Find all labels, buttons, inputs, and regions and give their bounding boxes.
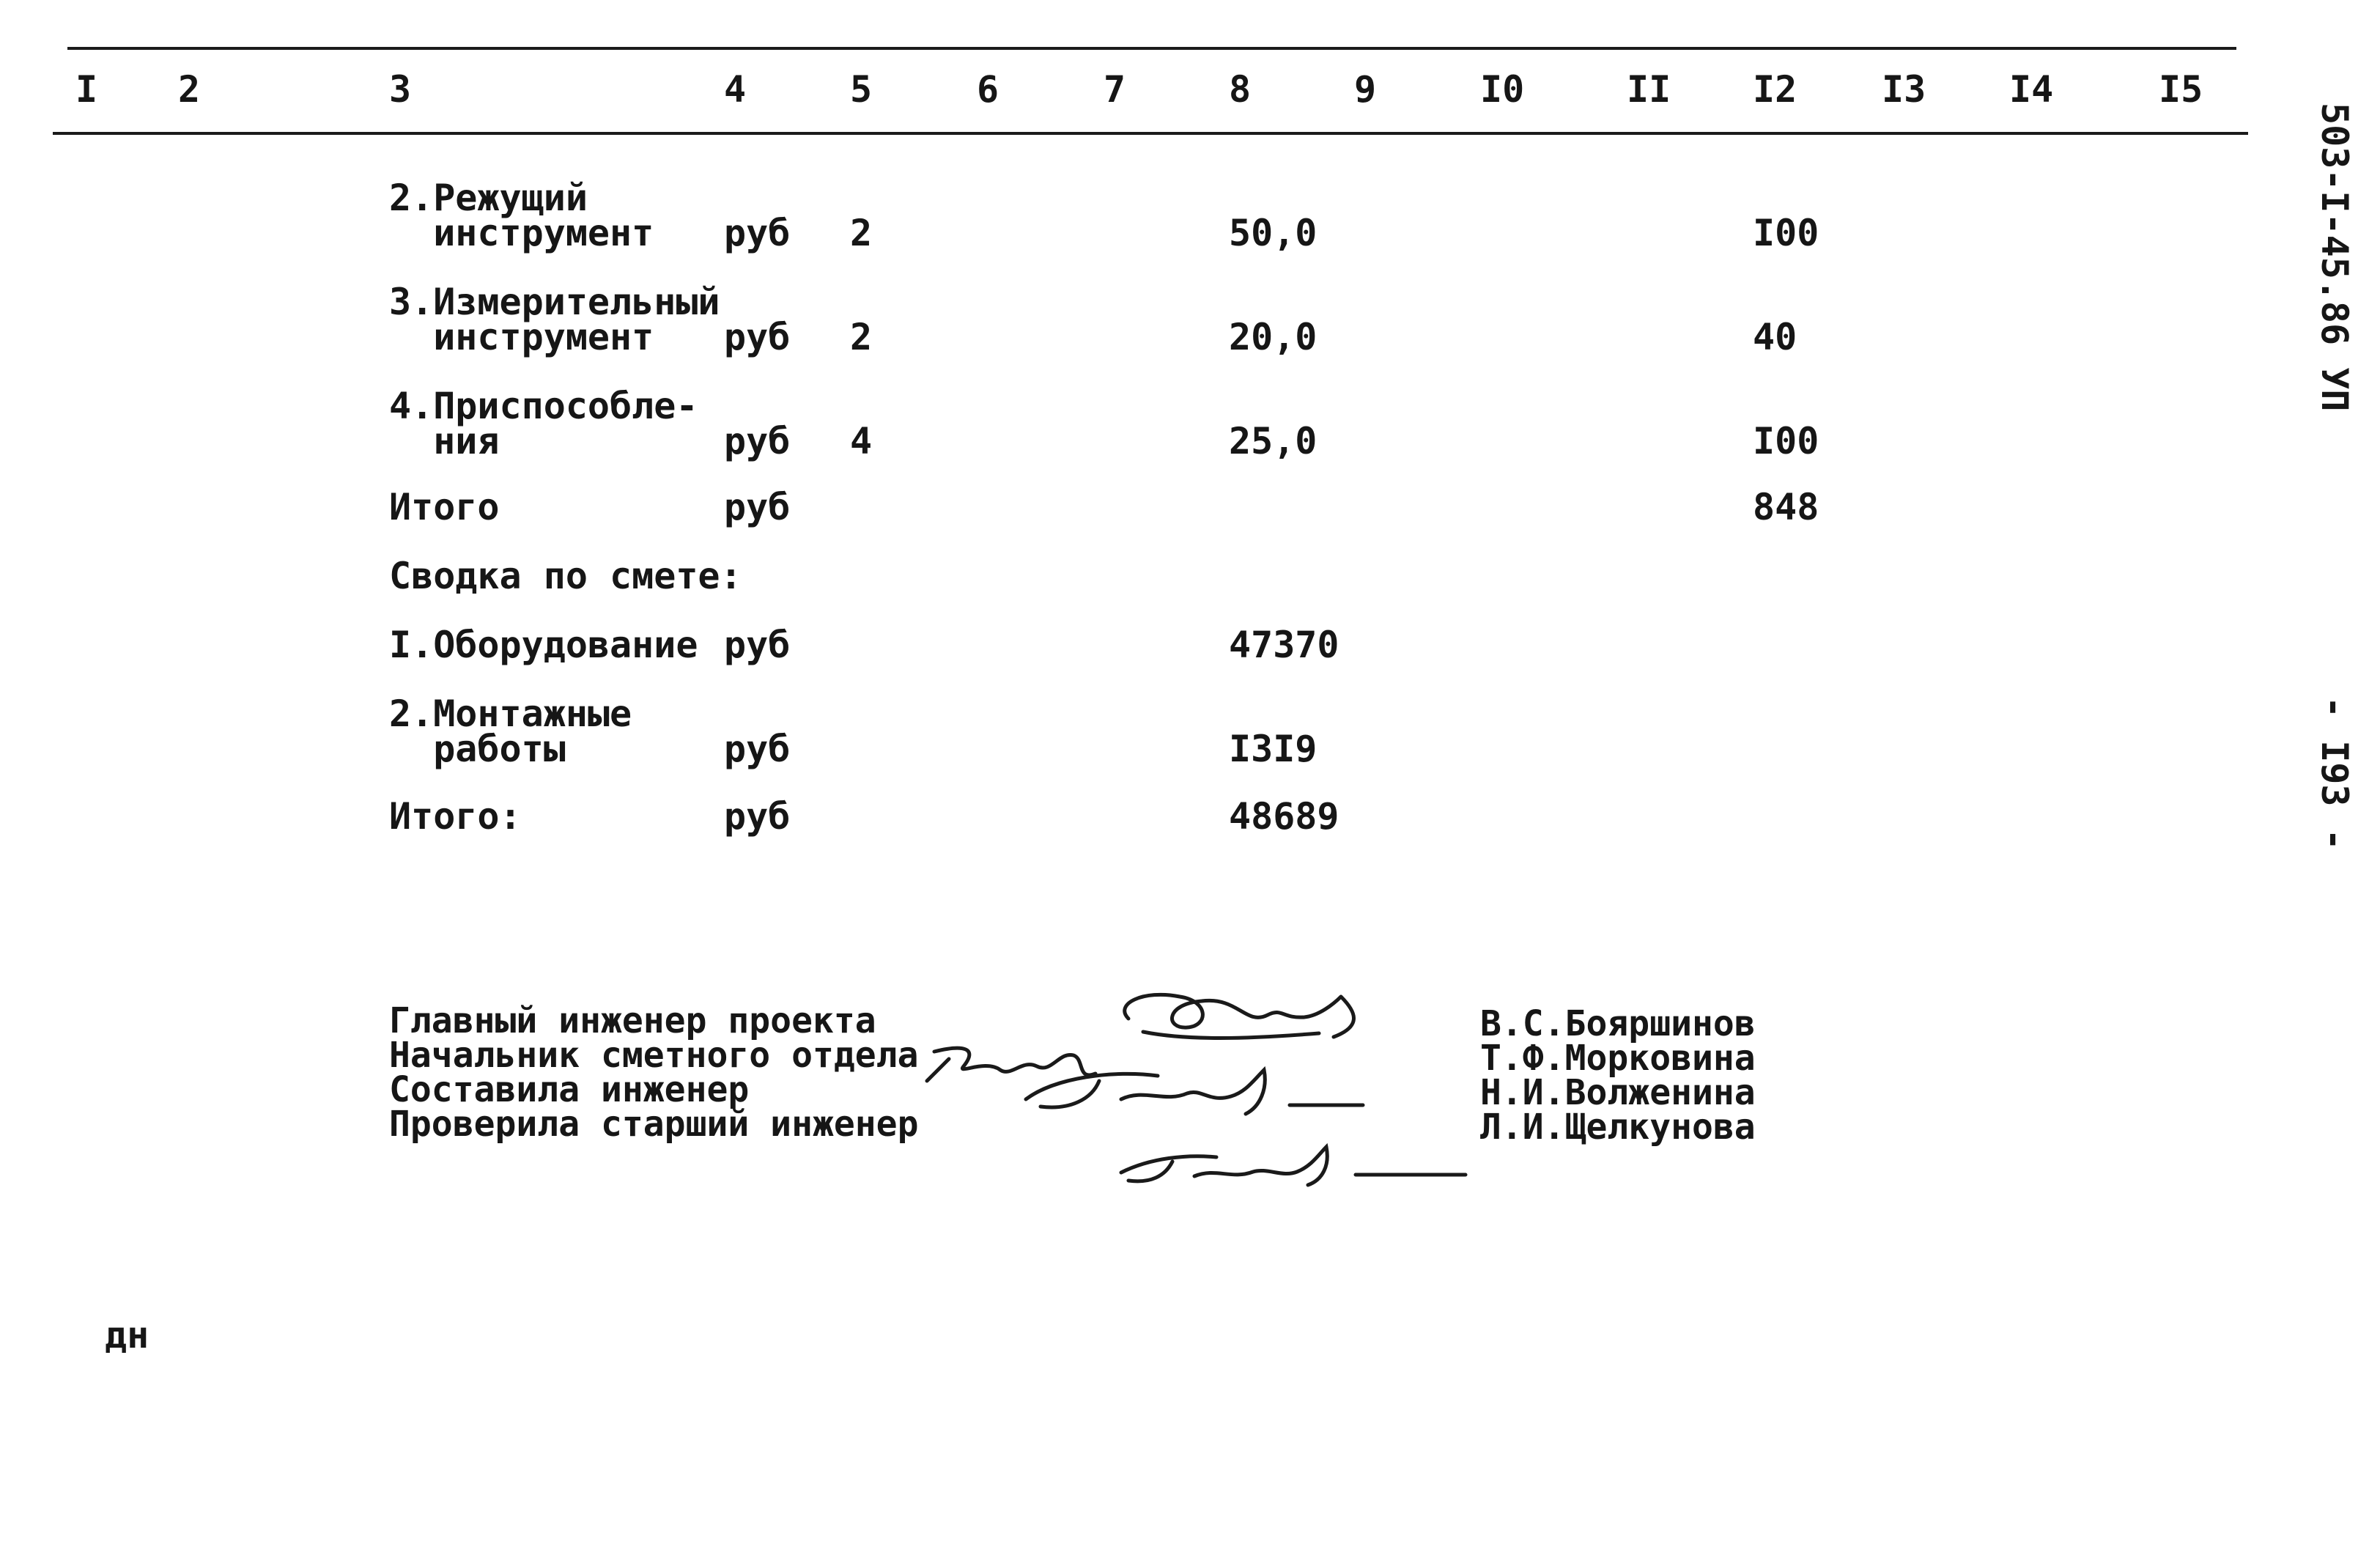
col-header-8: 8 [1229,68,1252,111]
item-name-line: инструмент [389,212,654,254]
item-unit: руб [724,212,791,254]
item-name-line: инструмент [389,316,654,358]
subtotal-value: 848 [1753,486,1819,528]
summary-heading: Сводка по смете: [389,555,742,597]
col-header-10: I0 [1480,68,1525,111]
summary-item-name: 2.Монтажные [389,693,632,735]
col-header-7: 7 [1104,68,1126,111]
header-top-rule [67,47,2236,50]
col-header-6: 6 [977,68,999,111]
signer-name: В.С.Бояршинов [1480,1003,1756,1044]
footer-mark: дн [105,1314,149,1356]
col-header-11: II [1627,68,1671,111]
subtotal-label: Итого [389,486,500,528]
item-total: I00 [1753,212,1819,254]
page-number: - I93 - [2313,696,2356,851]
item-qty: 2 [850,316,873,358]
col-header-9: 9 [1354,68,1377,111]
item-name-line: 4.Приспособле- [389,385,698,427]
summary-item-unit: руб [724,624,791,666]
grand-total-unit: руб [724,795,791,838]
handwritten-signature-chief [1099,975,1392,1055]
col-header-2: 2 [178,68,201,111]
col-header-3: 3 [389,68,412,111]
item-name-line: 3.Измерительный [389,281,720,323]
item-unit: руб [724,420,791,462]
handwritten-signature-engineer [1011,1048,1378,1129]
signer-name: Н.И.Волженина [1480,1072,1756,1113]
col-header-15: I5 [2159,68,2203,111]
item-qty: 4 [850,420,873,462]
document-code: 503-I-45.86 УП [2313,103,2356,412]
item-unit: руб [724,316,791,358]
summary-item-unit: руб [724,728,791,770]
grand-total-value: 48689 [1229,795,1339,838]
col-header-5: 5 [850,68,873,111]
item-qty: 2 [850,212,873,254]
grand-total-label: Итого: [389,795,522,838]
col-header-12: I2 [1753,68,1797,111]
handwritten-signature-checker [1106,1132,1473,1198]
summary-item-value: 47370 [1229,624,1339,666]
summary-item-name: I.Оборудование [389,624,698,666]
signer-title: Составила инженер [389,1069,750,1110]
header-bottom-rule [53,132,2248,135]
subtotal-unit: руб [724,486,791,528]
item-total: 40 [1753,316,1797,358]
item-price: 20,0 [1229,316,1318,358]
col-header-4: 4 [724,68,747,111]
summary-item-name: работы [389,728,566,770]
signer-title: Проверила старший инженер [389,1104,919,1145]
item-name-line: ния [389,420,500,462]
col-header-1: I [75,68,98,111]
signer-name: Л.И.Щелкунова [1480,1107,1756,1148]
signer-title: Главный инженер проекта [389,1000,876,1041]
item-total: I00 [1753,420,1819,462]
signer-title: Начальник сметного отдела [389,1035,919,1076]
summary-item-value: I3I9 [1229,728,1318,770]
col-header-13: I3 [1882,68,1926,111]
item-price: 25,0 [1229,420,1318,462]
item-name-line: 2.Режущий [389,177,588,219]
item-price: 50,0 [1229,212,1318,254]
col-header-14: I4 [2009,68,2054,111]
signer-name: Т.Ф.Морковина [1480,1038,1756,1079]
